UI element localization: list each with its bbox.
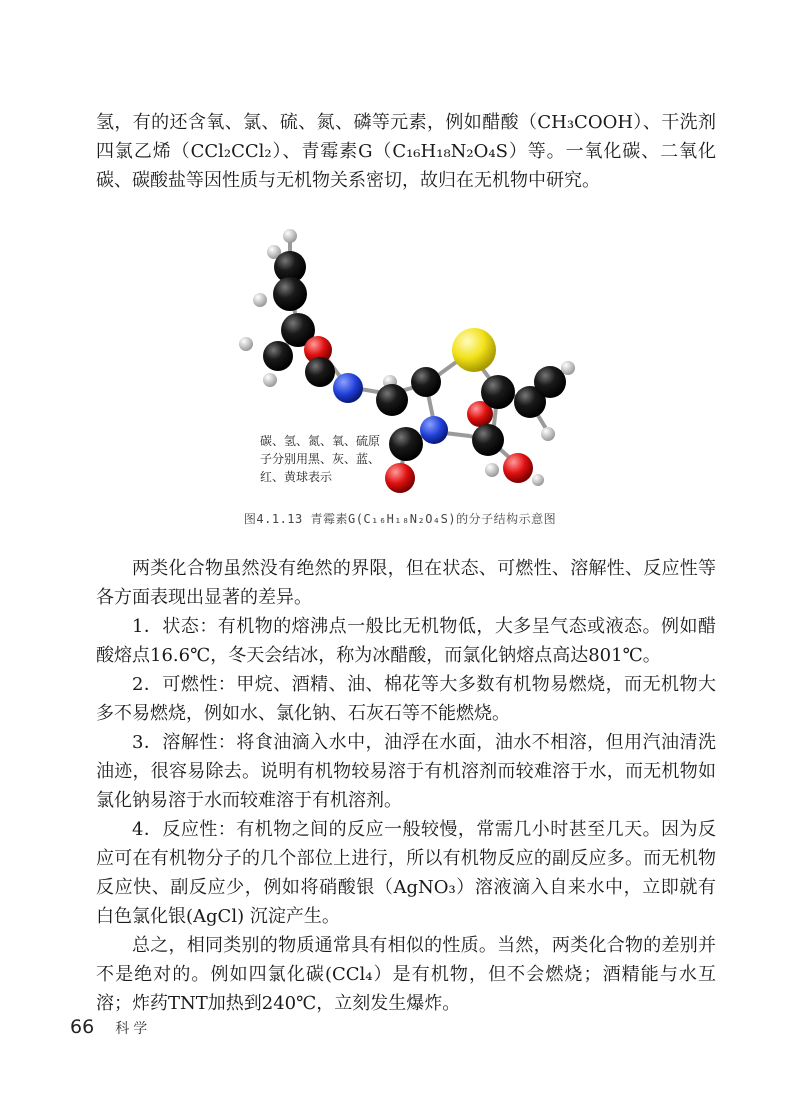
carbon-atom (534, 366, 566, 398)
figure-color-legend-note: 碳、氢、氮、氧、硫原子分别用黑、灰、蓝、红、黄球表示 (260, 434, 381, 484)
nitrogen-atom (333, 373, 363, 403)
carbon-atom (273, 277, 307, 311)
oxygen-atom (503, 453, 533, 483)
carbon-atom (481, 375, 515, 409)
page-footer (70, 1016, 151, 1038)
body-paragraph: 两类化合物虽然没有绝然的界限，但在状态、可燃性、溶解性、反应性等各方面表现出显著的差异。 (96, 558, 716, 608)
carbon-atom (305, 357, 335, 387)
body-paragraph-state: 1．状态：有机物的熔沸点一般比无机物低，大多呈气态或液态。例如醋酸熔点16.6℃，冬天会结冰，称为冰醋酸，而氯化钠熔点高达801℃。 (96, 616, 716, 666)
sulfur-atom (452, 328, 496, 372)
hydrogen-atom (283, 229, 297, 243)
carbon-atom (376, 384, 408, 416)
carbon-atom (389, 427, 423, 461)
hydrogen-atom (561, 361, 575, 375)
page-number: 66 (70, 1016, 95, 1038)
hydrogen-atom (485, 463, 499, 477)
body-paragraph-solubility: 3．溶解性：将食油滴入水中，油浮在水面，油水不相溶，但用汽油清洗油迹，很容易除去。说明有机物较易溶于有机溶剂而较难溶于水，而无机物如氯化钠易溶于水而较难溶于有机溶剂。 (96, 732, 716, 811)
hydrogen-atom (532, 474, 544, 486)
hydrogen-atom (239, 337, 253, 351)
carbon-atom (411, 367, 441, 397)
book-title: 科学 (115, 1021, 152, 1037)
intro-paragraph: 氢，有的还含氧、氯、硫、氮、磷等元素，例如醋酸（CH₃COOH）、干洗剂四氯乙烯（CCl₂CCl₂）、青霉素G（C₁₆H₁₈N₂O₄S）等。一氧化碳、二氧化碳、碳酸盐等因性质与无机物关系密切，故归在无机物中研究。 (96, 112, 716, 191)
figure-caption: 图4.1.13 青霉素G(C₁₆H₁₈N₂O₄S)的分子结构示意图 (243, 512, 557, 526)
carbon-atom (472, 424, 504, 456)
hydrogen-atom (541, 427, 555, 441)
hydrogen-atom (263, 373, 277, 387)
body-paragraph-combustibility: 2．可燃性：甲烷、酒精、油、棉花等大多数有机物易燃烧，而无机物大多不易燃烧，例如水、氯化钠、石灰石等不能燃烧。 (96, 674, 716, 724)
body-paragraph-reactivity: 4．反应性：有机物之间的反应一般较慢，常需几小时甚至几天。因为反应可在有机物分子的几个部位上进行，所以有机物反应的副反应多。而无机物反应快、副反应少，例如将硝酸银（AgNO₃）溶液滴入自来水中，立即就有白色氯化银(AgCl) 沉淀产生。 (96, 819, 716, 927)
molecule-figure (230, 222, 590, 500)
body-paragraph-summary: 总之，相同类别的物质通常具有相似的性质。当然，两类化合物的差别并不是绝对的。例如四氯化碳(CCl₄）是有机物，但不会燃烧；酒精能与水互溶；炸药TNT加热到240℃，立刻发生爆炸。 (96, 935, 716, 1014)
hydrogen-atom (253, 293, 267, 307)
carbon-atom (263, 341, 293, 371)
nitrogen-atom (420, 416, 448, 444)
